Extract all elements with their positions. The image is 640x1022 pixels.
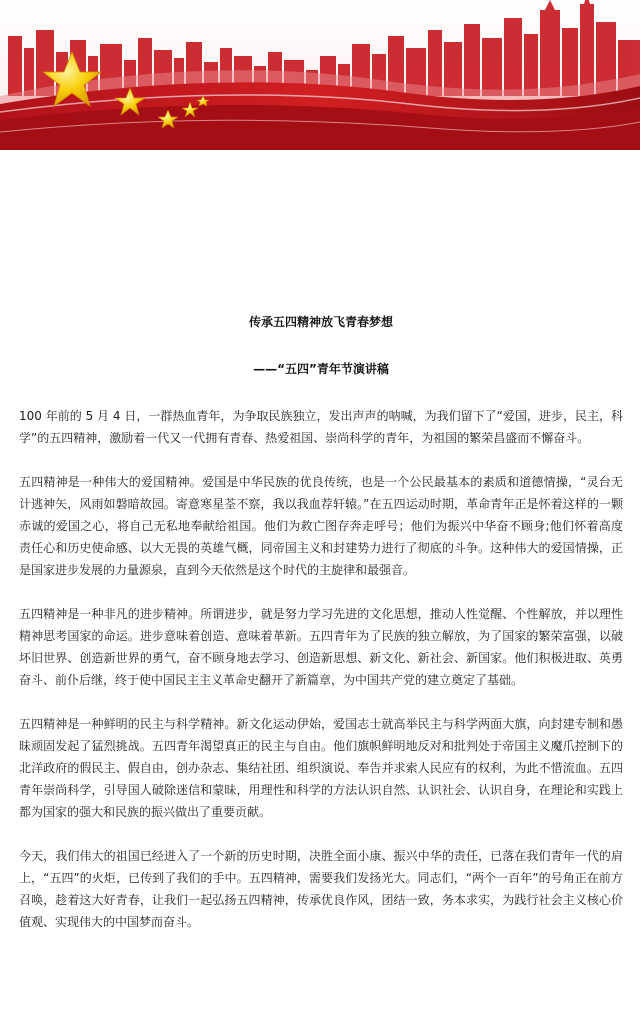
paragraph: 五四精神是一种非凡的进步精神。所谓进步，就是努力学习先进的文化思想，推动人性觉醒、个性解放，并以理性精神思考国家的命运。进步意味着创造、意味着革新。五四青年为了民族的独立解放，为了国家的繁荣富强，以破坏旧世界、创造新世界的勇气，奋不顾身地去学习、创造新思想、新文化、新社会、新国家。他们积极进取、英勇奋斗、前仆后继，终于使中国民主主义革命史翻开了新篇章，为中国共产党的建立奠定了基础。 <box>19 607 623 687</box>
paragraph: 今天，我们伟大的祖国已经进入了一个新的历史时期，决胜全面小康、振兴中华的责任，已落在我们青年一代的肩上，“五四”的火炬，已传到了我们的手中。五四精神，需要我们发扬光大。同志们，“两个一百年”的号角正在前方召唤，趁着这大好青春，让我们一起弘扬五四精神，传承优良作风，团结一致，务本求实，为践行社会主义核心价值观、实现伟大的中国梦而奋斗。 <box>19 849 623 929</box>
paragraph: 五四精神是一种伟大的爱国精神。爱国是中华民族的优良传统，也是一个公民最基本的素质和道德情操，“灵台无计逃神矢，风雨如磐暗故园。寄意寒星荃不察，我以我血荐轩辕。”在五四运动时期，革命青年正是怀着这样的一颗赤诚的爱国之心，将自己无私地奉献给祖国。他们为救亡图存奔走呼号；他们为振兴中华奋不顾身;他们怀着高度责任心和历史使命感、以大无畏的英雄气概，同帝国主义和封建势力进行了彻底的斗争。这种伟大的爱国情操，正是国家进步发展的力量源泉，直到今天依然是这个时代的主旋律和最强音。 <box>19 475 623 577</box>
paragraph: 五四精神是一种鲜明的民主与科学精神。新文化运动伊始，爱国志士就高举民主与科学两面大旗，向封建专制和愚昧顽固发起了猛烈挑战。五四青年渴望真正的民主与自由。他们旗帜鲜明地反对和批判处于帝国主义魔爪控制下的北洋政府的假民主、假自由，创办杂志、集结社团、组织演说、奉告并求索人民应有的权利，为此不惜流血。五四青年崇尚科学，引导国人破除迷信和蒙昧，用理性和科学的方法认识自然、认识社会、认识自身，在理论和实践上都为国家的强大和民族的振兴做出了重要贡献。 <box>19 717 623 819</box>
document-title: 传承五四精神放飞青春梦想 <box>248 315 393 329</box>
header-banner <box>0 0 640 150</box>
document-subtitle: ——“五四”青年节演讲稿 <box>253 362 389 376</box>
banner-graphic <box>0 0 640 150</box>
speech-document <box>19 312 623 933</box>
paragraph: 100 年前的 5 月 4 日，一群热血青年，为争取民族独立，发出声声的呐喊，为我们留下了“爱国，进步，民主，科学”的五四精神，激励着一代又一代拥有青春、热爱祖国、崇尚科学的青年，为祖国的繁荣昌盛而不懈奋斗。 <box>19 409 623 445</box>
